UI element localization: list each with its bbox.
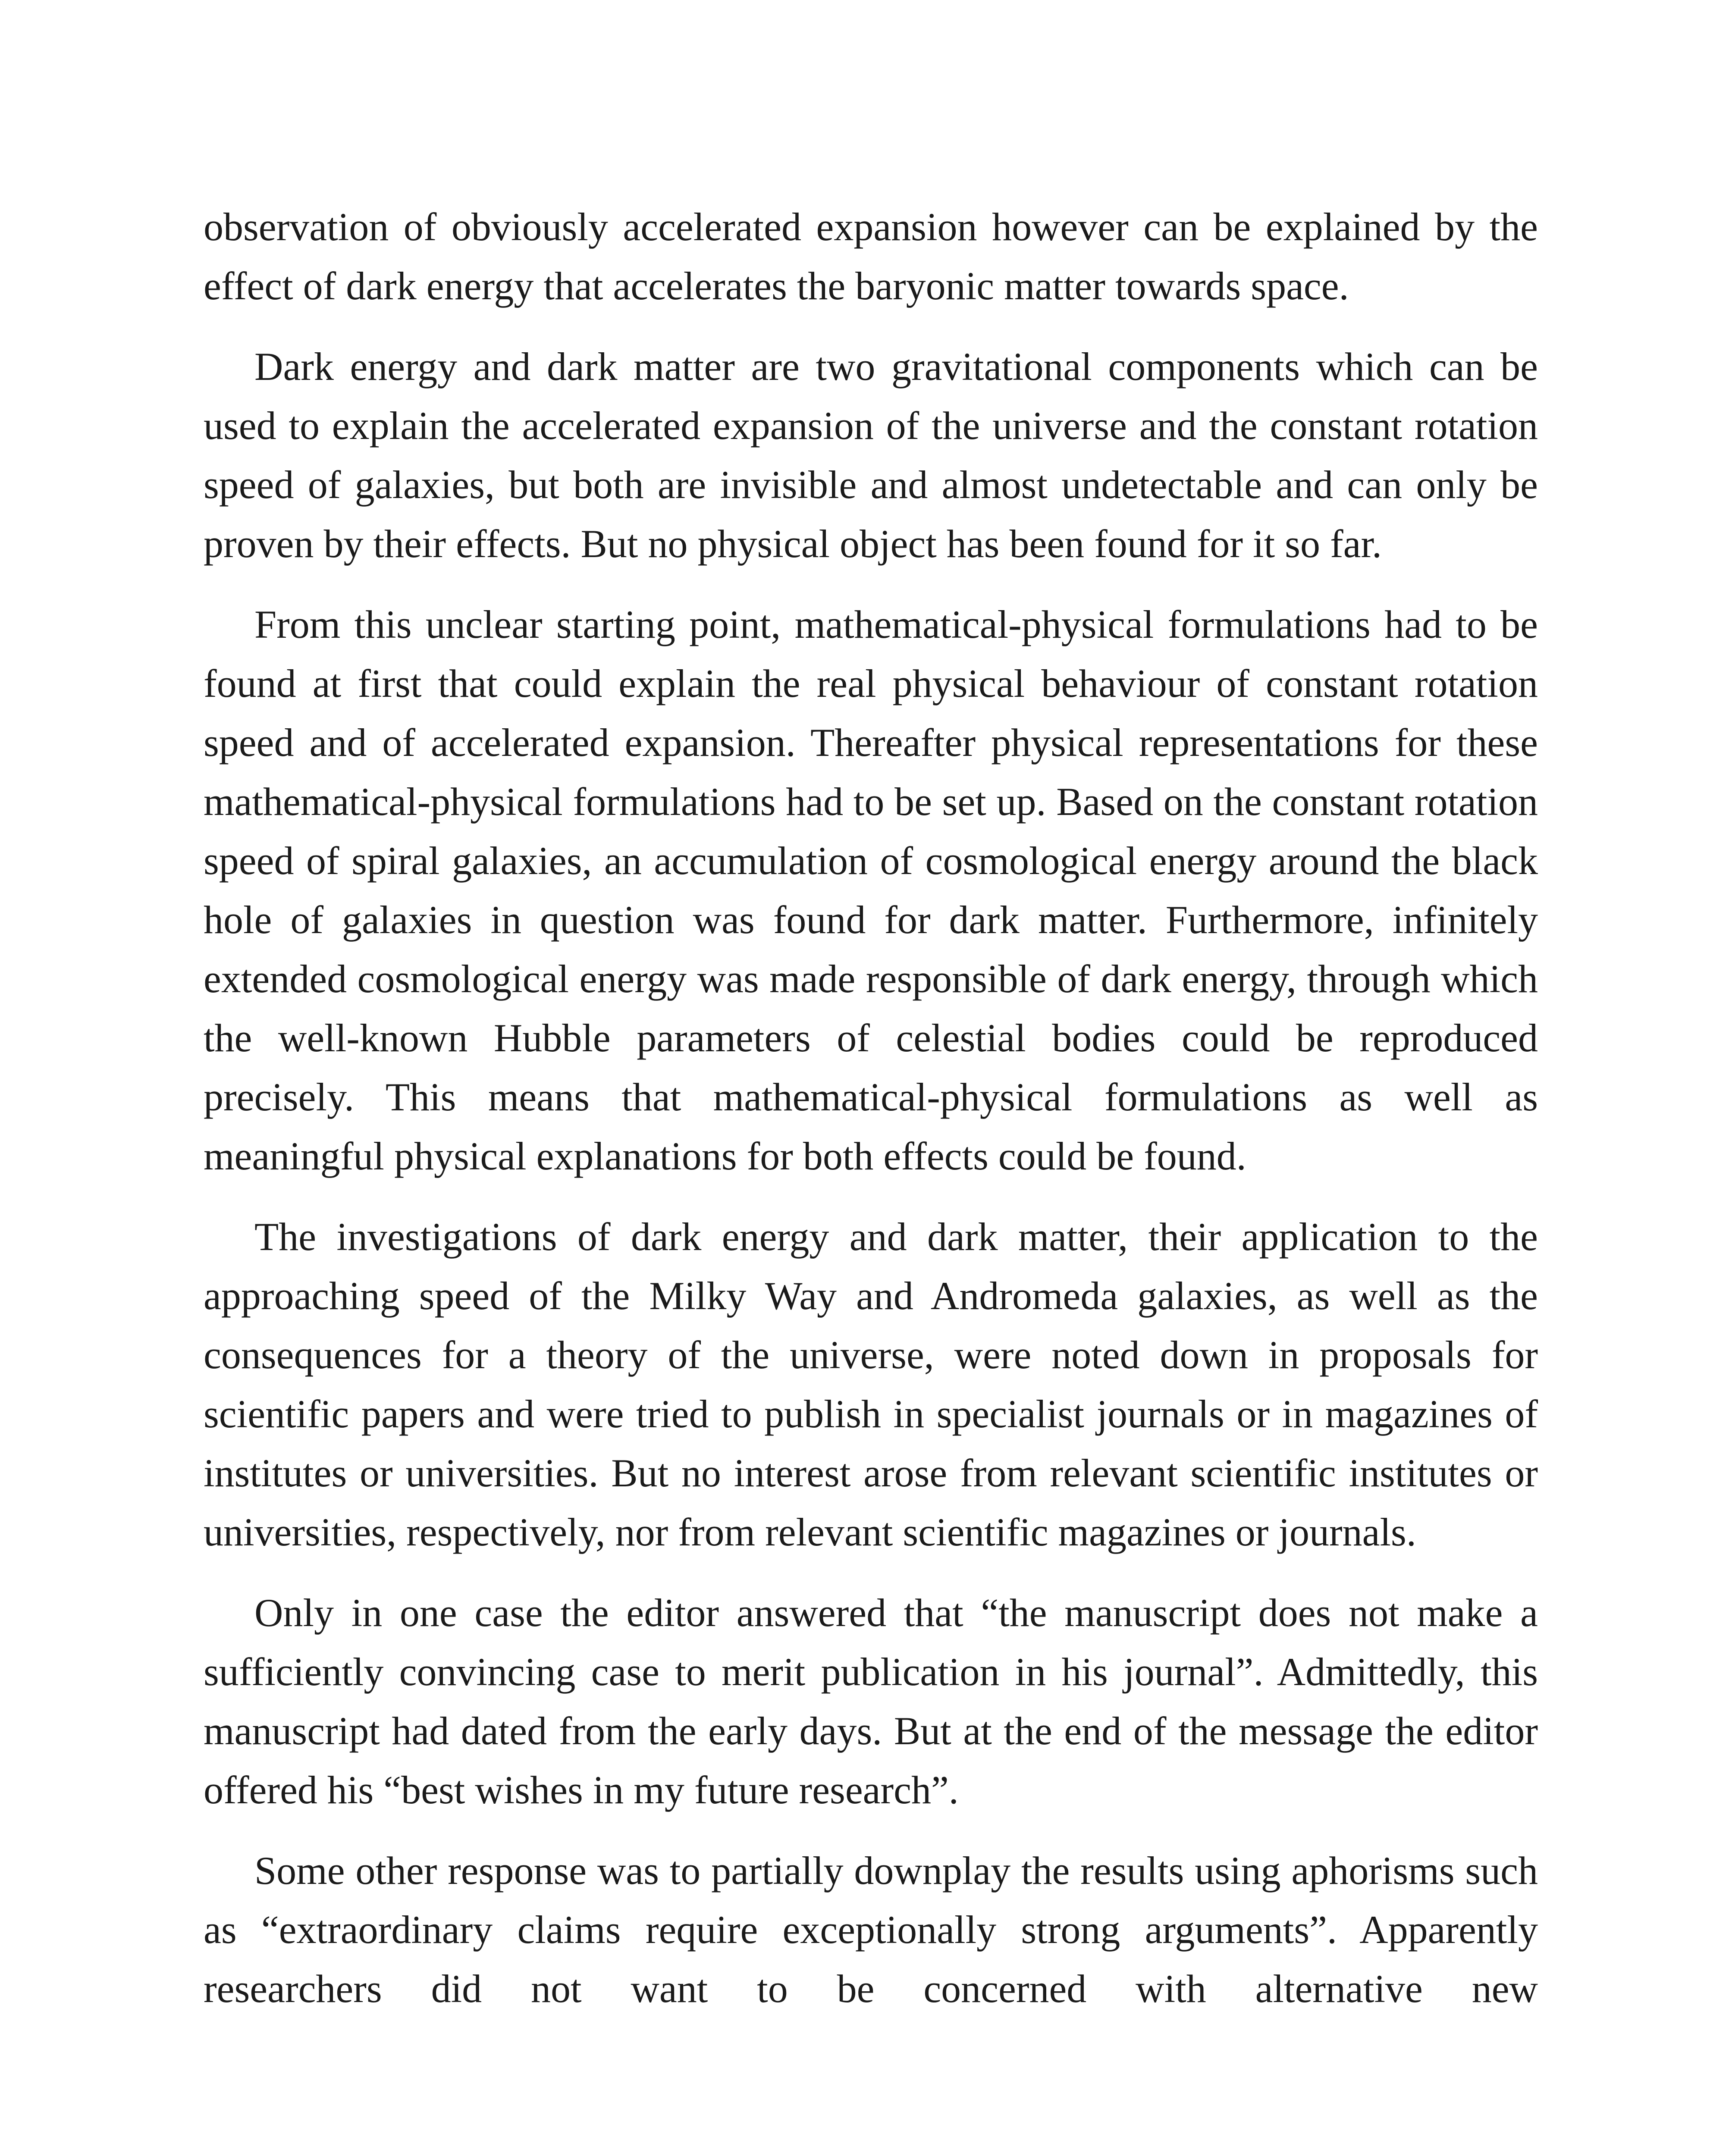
paragraph-6: Some other response was to partially downplay the results using aphorisms such as “extraordinary claims require exceptionally strong arguments”. Apparently researchers did not want to be concerned with alternative new	[204, 1849, 1538, 2011]
paragraph-5: Only in one case the editor answered that “the manuscript does not make a sufficiently convincing case to merit publication in his journal”. Admittedly, this manuscript had dated from the early days. But at the end of the message the editor offered his “best wishes in my future research”.	[204, 1591, 1538, 1812]
paragraph-2: Dark energy and dark matter are two gravitational components which can be used to explain the accelerated expansion of the universe and the constant rotation speed of galaxies, but both are invisible and almost undetectable and can only be proven by their effects. But no physical object has been found for it so far.	[204, 345, 1538, 566]
paragraph-4: The investigations of dark energy and dark matter, their application to the approaching speed of the Milky Way and Andromeda galaxies, as well as the consequences for a theory of the universe, were noted down in proposals for scientific papers and were tried to publish in specialist journals or in magazines of institutes or universities. But no interest arose from relevant scientific institutes or universities, respectively, nor from relevant scientific magazines or journals.	[204, 1215, 1538, 1554]
body-text	[204, 197, 1538, 2018]
paragraph-1: observation of obviously accelerated expansion however can be explained by the effect of dark energy that accelerates the baryonic matter towards space.	[204, 205, 1538, 308]
paragraph-3: From this unclear starting point, mathematical-physical formulations had to be found at first that could explain the real physical behaviour of constant rotation speed and of accelerated expansion. Thereafter physical representations for these mathematical-physical formulations had to be set up. Based on the constant rotation speed of spiral galaxies, an accumulation of cosmological energy around the black hole of galaxies in question was found for dark matter. Furthermore, infinitely extended cosmological energy was made responsible of dark energy, through which the well-known Hubble parameters of celestial bodies could be reproduced precisely. This means that mathematical-physical formulations as well as meaningful physical explanations for both effects could be found.	[204, 602, 1538, 1178]
